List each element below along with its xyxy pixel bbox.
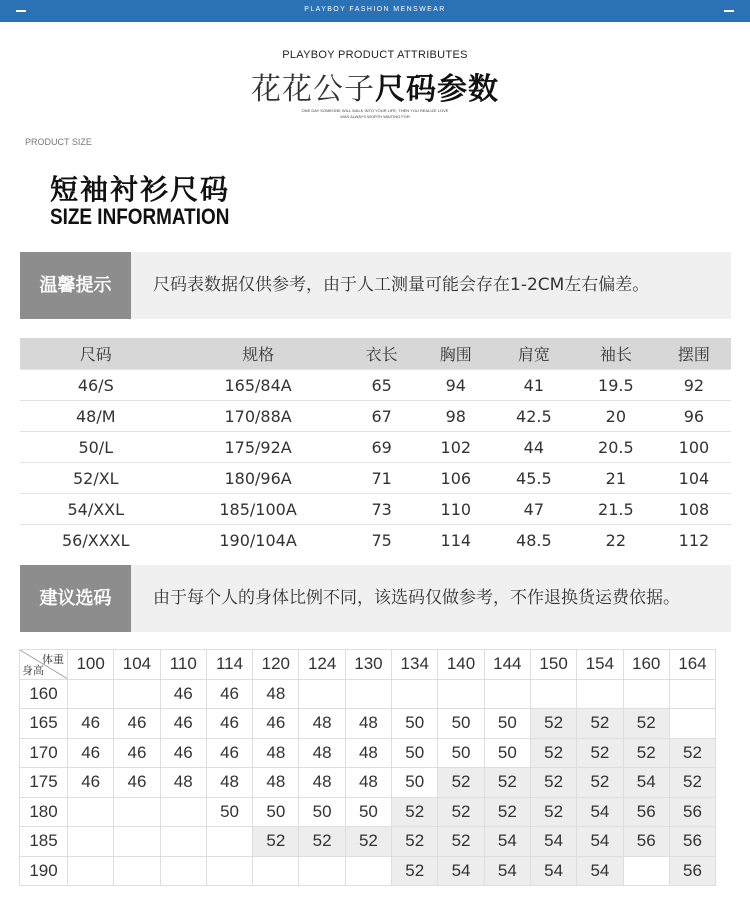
recommended-size-cell <box>68 856 114 886</box>
size-table-cell: 94 <box>419 370 493 401</box>
size-table-cell: 48.5 <box>493 525 575 556</box>
recommended-size-cell: 46 <box>68 709 114 739</box>
weight-header-cell: 154 <box>577 650 623 680</box>
notice-label: 温馨提示 <box>20 252 131 319</box>
recommended-size-cell: 54 <box>484 856 530 886</box>
recommended-size-cell: 46 <box>114 709 160 739</box>
recommended-size-cell: 52 <box>577 768 623 798</box>
weight-label: 体重 <box>42 653 64 666</box>
recommended-size-cell: 52 <box>392 827 438 857</box>
recommended-size-cell: 48 <box>253 679 299 709</box>
recommended-size-cell: 46 <box>206 709 252 739</box>
size-table-cell: 42.5 <box>493 401 575 432</box>
recommended-size-cell: 46 <box>160 679 206 709</box>
size-table-header: 尺码 <box>20 338 172 370</box>
height-header-cell: 185 <box>20 827 68 857</box>
height-row <box>20 827 716 857</box>
recommended-size-cell: 48 <box>345 709 391 739</box>
weight-header-cell: 160 <box>623 650 669 680</box>
recommended-size-cell: 54 <box>530 827 576 857</box>
recommended-size-cell: 46 <box>253 709 299 739</box>
size-table-cell: 20 <box>575 401 657 432</box>
brand-name: PLAYBOY FASHION MENSWEAR <box>304 6 446 13</box>
size-table-cell: 98 <box>419 401 493 432</box>
size-table-cell: 104 <box>657 463 731 494</box>
size-table-cell: 102 <box>419 432 493 463</box>
recommended-size-cell: 52 <box>530 709 576 739</box>
recommended-size-cell: 50 <box>392 738 438 768</box>
size-table-row <box>20 463 731 494</box>
weight-header-cell: 134 <box>392 650 438 680</box>
size-table-cell: 65 <box>345 370 419 401</box>
recommended-size-cell: 52 <box>669 738 715 768</box>
recommended-size-cell: 54 <box>577 797 623 827</box>
weight-header-cell: 164 <box>669 650 715 680</box>
weight-header-row <box>20 650 716 680</box>
recommended-size-cell: 56 <box>623 797 669 827</box>
recommended-size-cell: 50 <box>438 709 484 739</box>
weight-header-cell: 110 <box>160 650 206 680</box>
size-table-cell: 96 <box>657 401 731 432</box>
recommended-size-cell <box>669 679 715 709</box>
size-table-cell: 73 <box>345 494 419 525</box>
weight-header-cell: 100 <box>68 650 114 680</box>
recommended-size-cell: 52 <box>299 827 345 857</box>
recommended-size-cell <box>345 856 391 886</box>
recommended-size-cell: 52 <box>530 797 576 827</box>
weight-header-cell: 114 <box>206 650 252 680</box>
recommended-size-cell: 48 <box>345 738 391 768</box>
recommended-size-cell: 48 <box>299 768 345 798</box>
size-table-cell: 185/100A <box>172 494 345 525</box>
recommended-size-cell: 52 <box>530 738 576 768</box>
recommended-size-cell: 52 <box>392 856 438 886</box>
height-header-cell: 175 <box>20 768 68 798</box>
heading-light-part: 花花公子 <box>251 72 375 107</box>
size-table-row <box>20 370 731 401</box>
recommended-size-cell <box>206 856 252 886</box>
recommended-size-cell: 52 <box>253 827 299 857</box>
height-row <box>20 679 716 709</box>
size-table-header: 摆围 <box>657 338 731 370</box>
recommended-size-cell: 46 <box>68 768 114 798</box>
size-table-cell: 47 <box>493 494 575 525</box>
size-table-cell: 92 <box>657 370 731 401</box>
notice-text: 尺码表数据仅供参考，由于人工测量可能会存在1-2CM左右偏差。 <box>153 275 650 295</box>
recommended-size-cell: 52 <box>577 738 623 768</box>
recommended-size-cell: 56 <box>623 827 669 857</box>
recommended-size-cell <box>160 827 206 857</box>
tagline <box>0 108 750 120</box>
recommended-size-cell: 50 <box>392 709 438 739</box>
recommended-size-cell: 48 <box>160 768 206 798</box>
recommended-size-cell <box>299 679 345 709</box>
recommended-size-cell: 54 <box>438 856 484 886</box>
height-row <box>20 709 716 739</box>
recommended-size-cell: 50 <box>299 797 345 827</box>
recommended-size-cell: 54 <box>623 768 669 798</box>
recommended-size-cell <box>530 679 576 709</box>
size-table-cell: 110 <box>419 494 493 525</box>
size-table-cell: 46/S <box>20 370 172 401</box>
recommend-text: 由于每个人的身体比例不同，该选码仅做参考，不作退换货运费依据。 <box>153 588 680 608</box>
notice-banner <box>20 252 731 319</box>
size-table <box>20 338 731 555</box>
recommended-size-cell: 46 <box>68 738 114 768</box>
height-header-cell: 170 <box>20 738 68 768</box>
recommended-size-cell: 52 <box>484 768 530 798</box>
recommended-size-cell <box>114 827 160 857</box>
recommended-size-cell: 50 <box>253 797 299 827</box>
recommended-size-cell <box>438 679 484 709</box>
size-table-row <box>20 494 731 525</box>
recommended-size-cell: 56 <box>669 856 715 886</box>
size-table-cell: 190/104A <box>172 525 345 556</box>
size-table-cell: 114 <box>419 525 493 556</box>
recommended-size-cell: 48 <box>206 768 252 798</box>
size-table-row <box>20 432 731 463</box>
weight-header-cell: 130 <box>345 650 391 680</box>
weight-header-cell: 140 <box>438 650 484 680</box>
recommended-size-cell: 54 <box>577 856 623 886</box>
heading-bold-part: 尺码参数 <box>375 72 499 107</box>
recommended-size-cell: 46 <box>114 768 160 798</box>
recommended-size-cell <box>484 679 530 709</box>
size-table-cell: 48/M <box>20 401 172 432</box>
recommended-size-cell: 52 <box>623 738 669 768</box>
height-header-cell: 160 <box>20 679 68 709</box>
recommended-size-cell <box>160 856 206 886</box>
recommended-size-cell: 52 <box>345 827 391 857</box>
recommended-size-cell <box>253 856 299 886</box>
recommended-size-cell <box>623 856 669 886</box>
recommended-size-cell: 48 <box>253 768 299 798</box>
size-table-cell: 22 <box>575 525 657 556</box>
tagline-line-1: ONE DAY SOMEONE WILL WALK INTO YOUR LIFE, THEN YOU REALIZE LOVE <box>301 108 449 113</box>
height-label: 身高 <box>22 663 44 677</box>
size-table-header: 规格 <box>172 338 345 370</box>
size-table-cell: 50/L <box>20 432 172 463</box>
size-table-cell: 108 <box>657 494 731 525</box>
weight-header-cell: 120 <box>253 650 299 680</box>
recommended-size-cell <box>68 679 114 709</box>
recommended-size-cell: 56 <box>669 797 715 827</box>
recommended-size-cell <box>345 679 391 709</box>
height-row <box>20 768 716 798</box>
height-header-cell: 165 <box>20 709 68 739</box>
recommend-size-table <box>19 649 716 886</box>
size-table-cell: 180/96A <box>172 463 345 494</box>
recommended-size-cell: 52 <box>669 768 715 798</box>
recommended-size-cell: 50 <box>392 768 438 798</box>
recommended-size-cell <box>299 856 345 886</box>
recommended-size-cell <box>577 679 623 709</box>
recommended-size-cell: 46 <box>160 709 206 739</box>
recommended-size-cell: 46 <box>206 738 252 768</box>
size-table-cell: 21 <box>575 463 657 494</box>
page-title-cn: 短袖衬衫尺码 <box>50 173 231 206</box>
size-table-cell: 41 <box>493 370 575 401</box>
recommended-size-cell: 50 <box>484 738 530 768</box>
size-table-cell: 100 <box>657 432 731 463</box>
recommended-size-cell: 52 <box>577 709 623 739</box>
size-table-cell: 67 <box>345 401 419 432</box>
height-row <box>20 738 716 768</box>
size-table-cell: 44 <box>493 432 575 463</box>
recommended-size-cell <box>114 679 160 709</box>
recommended-size-cell: 48 <box>299 709 345 739</box>
weight-header-cell: 124 <box>299 650 345 680</box>
weight-header-cell: 144 <box>484 650 530 680</box>
recommended-size-cell <box>160 797 206 827</box>
recommended-size-cell <box>392 679 438 709</box>
recommended-size-cell: 52 <box>530 768 576 798</box>
recommended-size-cell: 52 <box>484 797 530 827</box>
recommended-size-cell: 52 <box>438 827 484 857</box>
corner-cell <box>20 650 68 680</box>
size-table-cell: 54/XXL <box>20 494 172 525</box>
size-table-cell: 69 <box>345 432 419 463</box>
recommend-label: 建议选码 <box>20 565 131 632</box>
recommended-size-cell: 52 <box>623 709 669 739</box>
size-table-cell: 20.5 <box>575 432 657 463</box>
recommend-banner <box>20 565 731 632</box>
size-table-cell: 175/92A <box>172 432 345 463</box>
recommended-size-cell <box>669 709 715 739</box>
recommended-size-cell <box>114 856 160 886</box>
recommended-size-cell: 52 <box>438 797 484 827</box>
size-table-header: 肩宽 <box>493 338 575 370</box>
recommended-size-cell: 48 <box>253 738 299 768</box>
size-table-cell: 56/XXXL <box>20 525 172 556</box>
recommended-size-cell <box>206 827 252 857</box>
minus-icon <box>724 10 734 12</box>
size-table-header: 胸围 <box>419 338 493 370</box>
recommended-size-cell: 48 <box>345 768 391 798</box>
attributes-heading-cn <box>0 64 750 108</box>
size-table-cell: 75 <box>345 525 419 556</box>
recommended-size-cell: 52 <box>438 768 484 798</box>
recommended-size-cell <box>114 797 160 827</box>
weight-header-cell: 104 <box>114 650 160 680</box>
recommended-size-cell: 50 <box>438 738 484 768</box>
recommended-size-cell: 48 <box>299 738 345 768</box>
recommended-size-cell: 50 <box>206 797 252 827</box>
size-table-cell: 71 <box>345 463 419 494</box>
size-table-cell: 106 <box>419 463 493 494</box>
size-table-row <box>20 401 731 432</box>
page-title-en: SIZE INFORMATION <box>50 204 230 229</box>
size-table-cell: 112 <box>657 525 731 556</box>
section-label: PRODUCT SIZE <box>25 137 92 147</box>
recommended-size-cell: 54 <box>484 827 530 857</box>
recommended-size-cell <box>623 679 669 709</box>
size-table-header: 衣长 <box>345 338 419 370</box>
size-table-cell: 21.5 <box>575 494 657 525</box>
recommended-size-cell: 46 <box>114 738 160 768</box>
recommended-size-cell <box>68 827 114 857</box>
recommended-size-cell: 50 <box>484 709 530 739</box>
top-banner <box>0 0 750 22</box>
attributes-heading-en: PLAYBOY PRODUCT ATTRIBUTES <box>282 49 468 61</box>
height-row <box>20 797 716 827</box>
height-header-cell: 190 <box>20 856 68 886</box>
recommended-size-cell: 46 <box>206 679 252 709</box>
size-table-row <box>20 525 731 556</box>
weight-header-cell: 150 <box>530 650 576 680</box>
size-table-header: 袖长 <box>575 338 657 370</box>
size-table-cell: 170/88A <box>172 401 345 432</box>
recommended-size-cell: 54 <box>530 856 576 886</box>
size-table-cell: 165/84A <box>172 370 345 401</box>
recommended-size-cell: 50 <box>345 797 391 827</box>
size-table-cell: 52/XL <box>20 463 172 494</box>
height-header-cell: 180 <box>20 797 68 827</box>
recommended-size-cell: 54 <box>577 827 623 857</box>
recommended-size-cell <box>68 797 114 827</box>
recommended-size-cell: 56 <box>669 827 715 857</box>
tagline-line-2: WAS ALWAYS WORTH WAITING FOR <box>340 114 410 119</box>
recommended-size-cell: 46 <box>160 738 206 768</box>
recommended-size-cell: 52 <box>392 797 438 827</box>
size-table-cell: 19.5 <box>575 370 657 401</box>
size-table-cell: 45.5 <box>493 463 575 494</box>
height-row <box>20 856 716 886</box>
